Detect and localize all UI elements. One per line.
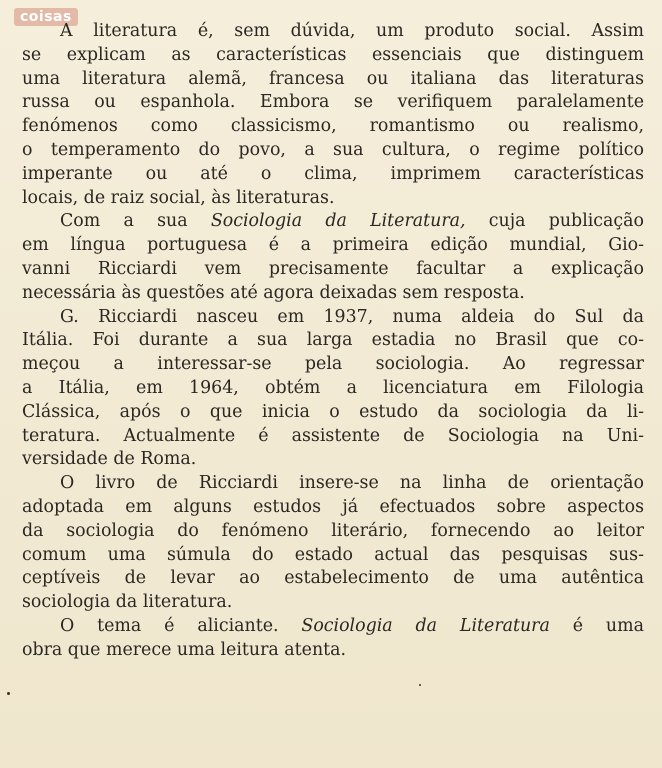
text-line xyxy=(22,615,644,639)
text-line: fenómenos como classicismo, romantismo ou realismo, xyxy=(22,116,644,137)
text-line: ceptíveis de levar ao estabelecimento de uma autêntica xyxy=(22,568,644,589)
paragraph-5 xyxy=(22,615,644,663)
text-line: obra que merece uma leitura atenta. xyxy=(22,639,347,660)
text-line: imperante ou até o clima, imprimem características xyxy=(22,163,644,184)
paragraph-2 xyxy=(22,210,644,305)
text-line: russa ou espanhola. Embora se verifiquem paralelamente xyxy=(22,92,644,113)
text-line: O livro de Ricciardi insere-se na linha de orientação xyxy=(60,473,644,494)
text-line: necessária às questões até agora deixadas sem resposta. xyxy=(22,282,525,303)
text-line: Itália. Foi durante a sua larga estadia no Brasil que co- xyxy=(22,330,644,351)
text-line: versidade de Roma. xyxy=(22,449,197,470)
text-line: meçou a interessar-se pela sociologia. Ao regressar xyxy=(22,354,644,375)
text-line: locais, de raiz social, às literaturas. xyxy=(22,187,335,208)
book-title: Sociologia da Literatura xyxy=(301,615,550,636)
paragraph-4 xyxy=(22,472,644,615)
watermark-logo: coisas xyxy=(14,8,78,26)
text-line: sociologia da literatura. xyxy=(22,592,233,613)
ink-speck xyxy=(419,684,421,686)
text-line: o temperamento do povo, a sua cultura, o regime político xyxy=(22,139,644,160)
text-line xyxy=(22,210,644,234)
text-line: adoptada em alguns estudos já efectuados sobre aspectos xyxy=(22,496,644,517)
text-run: O tema é aliciante. xyxy=(60,615,302,636)
book-title: Sociologia da Literatura, xyxy=(210,211,466,232)
text-line: da sociologia do fenómeno literário, fornecendo ao leitor xyxy=(22,520,644,541)
text-line: em língua portuguesa é a primeira edição mundial, Gio- xyxy=(22,235,644,256)
article-text xyxy=(22,20,644,663)
text-line: Clássica, após o que inicia o estudo da sociologia da li- xyxy=(22,401,644,422)
text-line: G. Ricciardi nasceu em 1937, numa aldeia do Sul da xyxy=(60,306,644,327)
text-run: é uma xyxy=(549,615,644,636)
ink-speck xyxy=(7,692,10,695)
text-line: A literatura é, sem dúvida, um produto social. Assim xyxy=(60,21,644,41)
paragraph-3 xyxy=(22,306,644,473)
paragraph-1 xyxy=(22,20,644,210)
text-line: uma literatura alemã, francesa ou italiana das literaturas xyxy=(22,68,644,89)
text-run: Com a sua xyxy=(60,211,211,232)
text-line: a Itália, em 1964, obtém a licenciatura em Filologia xyxy=(22,377,644,398)
text-line: vanni Ricciardi vem precisamente facultar a explicação xyxy=(22,258,644,279)
text-run: cuja publicação xyxy=(465,211,644,232)
text-line: se explicam as características essenciais que distinguem xyxy=(22,44,644,65)
text-line: comum uma súmula do estado actual das pesquisas sus- xyxy=(22,544,644,565)
text-line: teratura. Actualmente é assistente de Sociologia na Uni- xyxy=(22,425,644,446)
